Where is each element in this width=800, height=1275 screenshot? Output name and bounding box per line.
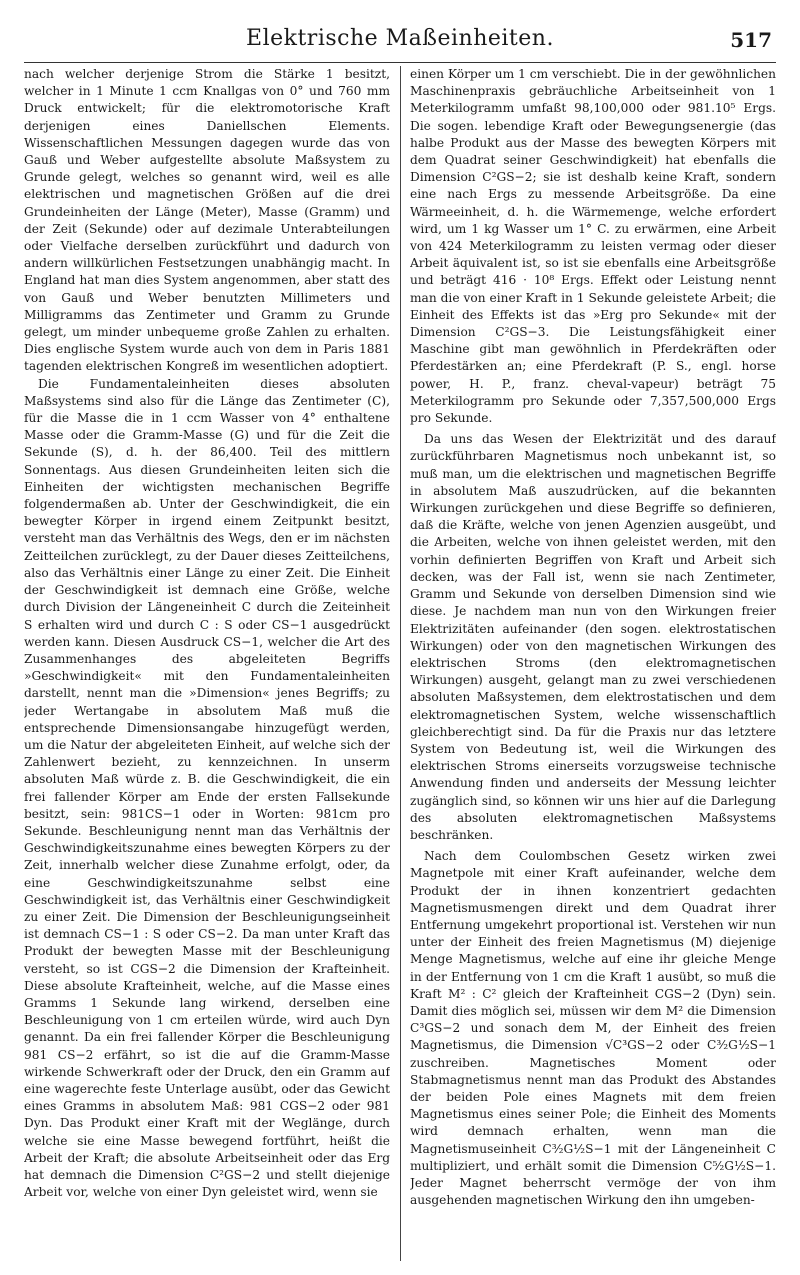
paragraph: Die Fundamentaleinheiten dieses absoluten Maßsystems sind also für die Länge das Zentimeter (C), für die Masse die in 1 ccm Wasser von 4° enthaltene Masse oder die Gramm-Masse (G) und für die Zeit die Sekunde (S), d. h. der 86,400. Teil des mittlern Sonnentags. Aus diesen Grundeinheiten leiten sich die Einheiten der wichtigsten mechanischen Begriffe folgendermaßen ab. Unter der Geschwindigkeit, die ein bewegter Körper in irgend einem Zeitpunkt besitzt, versteht man das Verhältnis des Wegs, den er im nächsten Zeitteilchen zurücklegt, zu der Dauer dieses Zeitteilchens, also das Verhältnis einer Länge zu einer Zeit. Die Einheit der Geschwindigkeit ist demnach eine Größe, welche durch Division der Längeneinheit C durch die Zeiteinheit S erhalten wird und durch C : S oder CS−1 ausgedrückt werden kann. Diesen Ausdruck CS−1, welcher die Art des Zusammenhanges des abgeleiteten Begriffs »Geschwindigkeit« mit den Fundamentaleinheiten darstellt, nennt man die »Dimension« jenes Begriffs; zu jeder Wertangabe in absolutem Maß muß die entsprechende Dimensionsangabe hinzugefügt werden, um die Natur der abgeleiteten Einheit, auf welche sich der Zahlenwert bezieht, zu kennzeichnen. In unserm absoluten Maß würde z. B. die Geschwindigkeit, die ein frei fallender Körper am Ende der ersten Fallsekunde besitzt, sein: 981CS−1 oder in Worten: 981cm pro Sekunde. Beschleunigung nennt man das Verhältnis der Geschwindigkeitszunahme eines bewegten Körpers zu der Zeit, innerhalb welcher diese Zunahme erfolgt, oder, da eine Geschwindigkeitszunahme selbst eine Geschwindigkeit ist, das Verhältnis einer Geschwindigkeit zu einer Zeit. Die Dimension der Beschleunigungseinheit ist demnach CS−1 : S oder CS−2. Da man unter Kraft das Produkt der bewegten Masse mit der Beschleunigung versteht, so ist CGS−2 die Dimension der Krafteinheit. Diese absolute Krafteinheit, welche, auf die Masse eines Gramms 1 Sekunde lang wirkend, derselben eine Beschleunigung von 1 cm erteilen würde, wird auch Dyn genannt. Da ein frei fallender Körper die Beschleunigung 981 CS−2 erfährt, so ist die auf die Gramm-Masse wirkende Schwerkraft oder der Druck, den ein Gramm auf eine wagerechte feste Unterlage ausübt, oder das Gewicht eines Gramms in absolutem Maß: 981 CGS−2 oder 981 Dyn. Das Produkt einer Kraft mit der Weglänge, durch welche sie eine Masse bewegend fortführt, heißt die Arbeit der Kraft; die absolute Arbeitseinheit oder das Erg hat demnach die Dimension C²GS−2 und stellt diejenige Arbeit vor, welche von einer Dyn geleistet wird, wenn sie bbox=[24, 376, 390, 1200]
right-column bbox=[410, 66, 776, 1261]
page-header bbox=[24, 22, 776, 63]
text-columns bbox=[24, 66, 776, 1261]
paragraph: einen Körper um 1 cm verschiebt. Die in der gewöhnlichen Maschinenpraxis gebräuchliche Arbeitseinheit von 1 Meterkilogramm umfaßt 98,100,000 oder 981.10⁵ Ergs. Die sogen. lebendige Kraft oder Bewegungsenergie (das halbe Produkt aus der Masse des bewegten Körpers mit dem Quadrat seiner Geschwindigkeit) hat ebenfalls die Dimension C²GS−2; sie ist deshalb keine Kraft, sondern eine nach Ergs zu messende Arbeitsgröße. Da eine Wärmeeinheit, d. h. die Wärmemenge, welche erfordert wird, um 1 kg Wasser um 1° C. zu erwärmen, eine Arbeit von 424 Meterkilogramm zu leisten vermag oder dieser Arbeit äquivalent ist, so ist sie ebenfalls eine Arbeitsgröße und beträgt 416 · 10⁸ Ergs. Effekt oder Leistung nennt man die von einer Kraft in 1 Sekunde geleistete Arbeit; die Einheit des Effekts ist das »Erg pro Sekunde« mit der Dimension C²GS−3. Die Leistungsfähigkeit einer Maschine gibt man gewöhnlich in Pferdekräften oder Pferdestärken an; eine Pferdekraft (P. S., engl. horse power, H. P., franz. cheval-vapeur) beträgt 75 Meterkilogramm pro Sekunde oder 7,357,500,000 Ergs pro Sekunde. bbox=[410, 67, 776, 426]
column-divider bbox=[400, 66, 401, 1261]
page-number: 517 bbox=[730, 28, 772, 52]
paragraph: Nach dem Coulombschen Gesetz wirken zwei Magnetpole mit einer Kraft aufeinander, welche dem Produkt der in ihnen konzentriert gedachten Magnetismusmengen direkt und dem Quadrat ihrer Entfernung umgekehrt proportional ist. Verstehen wir nun unter der Einheit des freien Magnetismus (M) diejenige Menge Magnetismus, welche auf eine ihr gleiche Menge in der Entfernung von 1 cm die Kraft 1 ausübt, so muß die Kraft M² : C² gleich der Krafteinheit CGS−2 (Dyn) sein. Damit dies möglich sei, müssen wir dem M² die Dimension C³GS−2 und sonach dem M, der Einheit des freien Magnetismus, die Dimension √C³GS−2 oder C³⁄₂G½S−1 zuschreiben. Magnetisches Moment oder Stabmagnetismus nennt man das Produkt des Abstandes der beiden Pole eines Magnets mit dem freien Magnetismus eines seiner Pole; die Einheit des Moments wird demnach erhalten, wenn man die Magnetismuseinheit C³⁄₂G½S−1 mit der Längeneinheit C multipliziert, und erhält somit die Dimension C⁵⁄₂G½S−1. Jeder Magnet beherrscht vermöge der von ihm ausgehenden magnetischen Wirkung den ihn umgeben- bbox=[410, 849, 776, 1208]
left-column bbox=[24, 66, 390, 1261]
paragraph: Da uns das Wesen der Elektrizität und des darauf zurückführbaren Magnetismus noch unbekannt ist, so muß man, um die elektrischen und magnetischen Begriffe in absolutem Maß auszudrücken, auf die bekannten Wirkungen zurückgehen und diese Begriffe so definieren, daß die Kräfte, welche von jenen Agenzien ausgeübt, und die Arbeiten, welche von ihnen geleistet werden, mit den vorhin definierten Begriffen von Kraft und Arbeit sich decken, was der Fall ist, wenn sie nach Zentimeter, Gramm und Sekunde von derselben Dimension sind wie diese. Je nachdem man nun von den Wirkungen freier Elektrizitäten aufeinander (den sogen. elektrostatischen Wirkungen) oder von den magnetischen Wirkungen des elektrischen Stroms (den elektromagnetischen Wirkungen) ausgeht, gelangt man zu zwei verschiedenen absoluten Maßsystemen, dem elektrostatischen und dem elektromagnetischen System, welche wissenschaftlich gleichberechtigt sind. Da für die Praxis nur das letztere System von Bedeutung ist, weil die Wirkungen des elektrischen Stroms einerseits vorzugsweise technische Anwendung finden und anderseits der Messung leichter zugänglich sind, so können wir uns hier auf die Darlegung des absoluten elektromagnetischen Maßsystems beschränken. bbox=[410, 432, 776, 842]
paragraph: nach welcher derjenige Strom die Stärke 1 besitzt, welcher in 1 Minute 1 ccm Knallgas von 0° und 760 mm Druck entwickelt; für die elektromotorische Kraft derjenigen eines Daniellschen Elements. Wissenschaftlichen Messungen dagegen wurde das von Gauß und Weber aufgestellte absolute Maßsystem zu Grunde gelegt, welches so genannt wird, weil es alle elektrischen und magnetischen Größen auf die drei Grundeinheiten der Länge (Meter), Masse (Gramm) und der Zeit (Sekunde) oder auf dezimale Unterabteilungen oder Vielfache derselben zurückführt und dadurch von andern willkürlichen Festsetzungen unabhängig macht. In England hat man dies System angenommen, aber statt des von Gauß und Weber benutzten Millimeters und Milligramms das Zentimeter und Gramm zu Grunde gelegt, um minder unbequeme große Zahlen zu erhalten. Dies englische System wurde auch von dem in Paris 1881 tagenden elektrischen Kongreß im wesentlichen adoptiert. bbox=[24, 67, 390, 374]
running-title: Elektrische Maßeinheiten. bbox=[246, 26, 554, 51]
